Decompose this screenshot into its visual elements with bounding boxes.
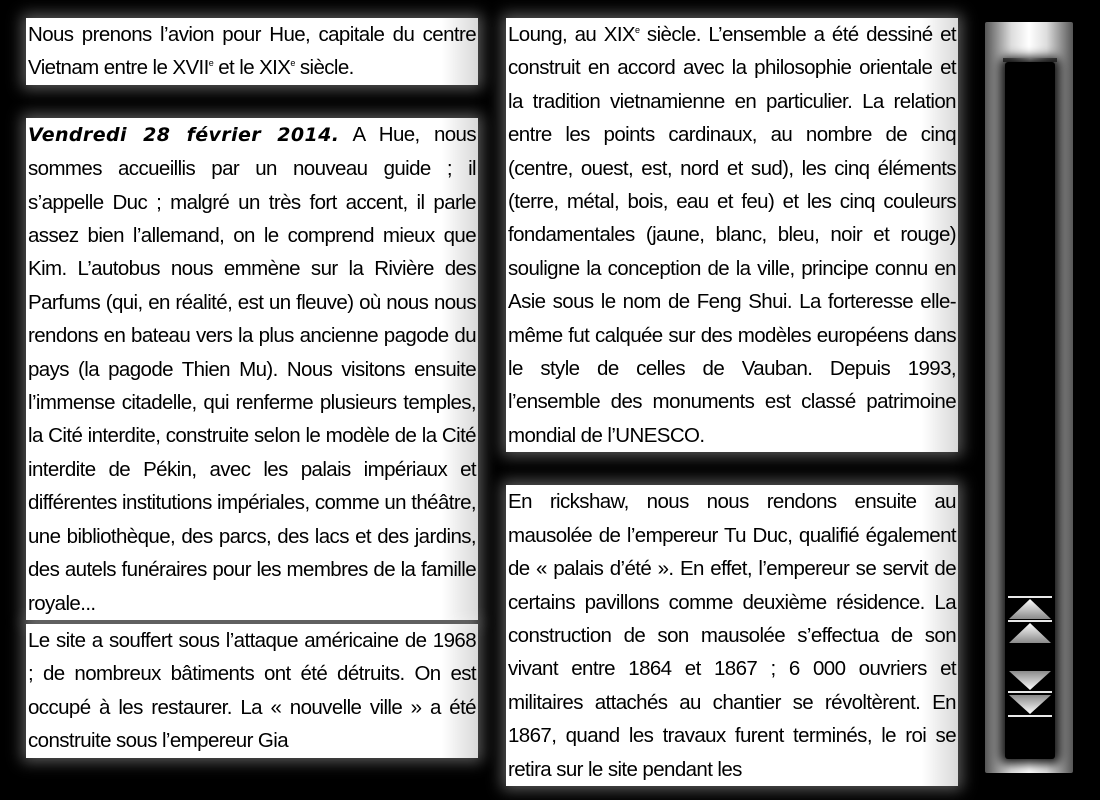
paragraph-hue-text: A Hue, nous sommes accueillis par un nouveau guide ; il s’appelle Duc ; malgré un très fort accent, il parle assez bien l’allemand, on le comprend mieux que Kim. L’autobus nous emmène sur la Rivière des Parfums (qui, en réalité, est un fleuve) où nous nous rendons en bateau vers la plus ancienne pagode du pays (la pagode Thien Mu). Nous visitons ensuite l’immense citadelle, qui renferme plusieurs temples, la Cité interdite, construite selon le modèle de la Cité interdite de Pékin, avec les palais impériaux et différentes institutions impériales, comme un théâtre, une bibliothèque, des parcs, des lacs et des jardins, des autels funéraires pour les membres de la famille royale... [28, 122, 476, 615]
scroll-track[interactable] [1005, 62, 1055, 759]
double-up-arrow-icon [1005, 594, 1055, 650]
paragraph-intro-text: Nous prenons l’avion pour Hue, capitale du centre Vietnam entre le XVII [28, 23, 476, 80]
paragraph-mausoleum-text: En rickshaw, nous nous rendons ensuite au mausolée de l’empereur Tu Duc, qualifié également de « palais d’été ». En effet, l’empereur se servit de certains pavillons comme deuxième résidence. La construction de son mausolée s’effectua de son vivant entre 1864 et 1867 ; 6 000 ouvriers et militaires attachés au chantier se révoltèrent. En 1867, quand les travaux furent terminés, le roi se retira sur le site pendant les [508, 490, 956, 781]
superscript: e [635, 25, 640, 36]
text-column-right [506, 18, 958, 786]
scroll-down-button[interactable] [1005, 668, 1055, 696]
paragraph-hue [26, 118, 478, 620]
paragraph-site-text: Le site a souffert sous l’attaque américaine de 1968 ; de nombreux bâtiments ont été détruits. On est occupé à les restaurer. La « nouvelle ville » a été construite sous l’empereur Gia [28, 628, 476, 753]
scroll-up-button[interactable] [1005, 594, 1055, 622]
paragraph-site [26, 624, 478, 758]
double-down-arrow-icon [1005, 668, 1055, 724]
paragraph-intro [26, 18, 478, 85]
superscript: e [290, 58, 295, 69]
entry-date: Vendredi 28 février 2014. [28, 123, 340, 146]
paragraph-citadel-text-start: Loung, au XIX [508, 23, 635, 46]
paragraph-citadel [506, 18, 958, 452]
paragraph-intro-text-mid: et le XIX [213, 56, 291, 80]
paragraph-intro-text-end: siècle. [294, 56, 354, 80]
spacer [506, 452, 958, 485]
paragraph-mausoleum [506, 485, 958, 786]
text-column-left [26, 18, 478, 758]
superscript: e [208, 58, 214, 69]
spacer [26, 85, 478, 118]
paragraph-citadel-text: siècle. L’ensemble a été dessiné et construit en accord avec la philosophie orientale et la tradition vietnamienne en particulier. La relation entre les points cardinaux, au nombre de cinq (centre, ouest, est, nord et sud), les cinq éléments (terre, métal, bois, eau et feu) et les cinq couleurs fondamentales (jaune, blanc, bleu, noir et rouge) souligne la conception de la ville, principe connu en Asie sous le nom de Feng Shui. La forteresse elle-même fut calquée sur des modèles européens dans le style de celles de Vauban. Depuis 1993, l’ensemble des monuments est classé patrimoine mondial de l’UNESCO. [508, 23, 957, 447]
